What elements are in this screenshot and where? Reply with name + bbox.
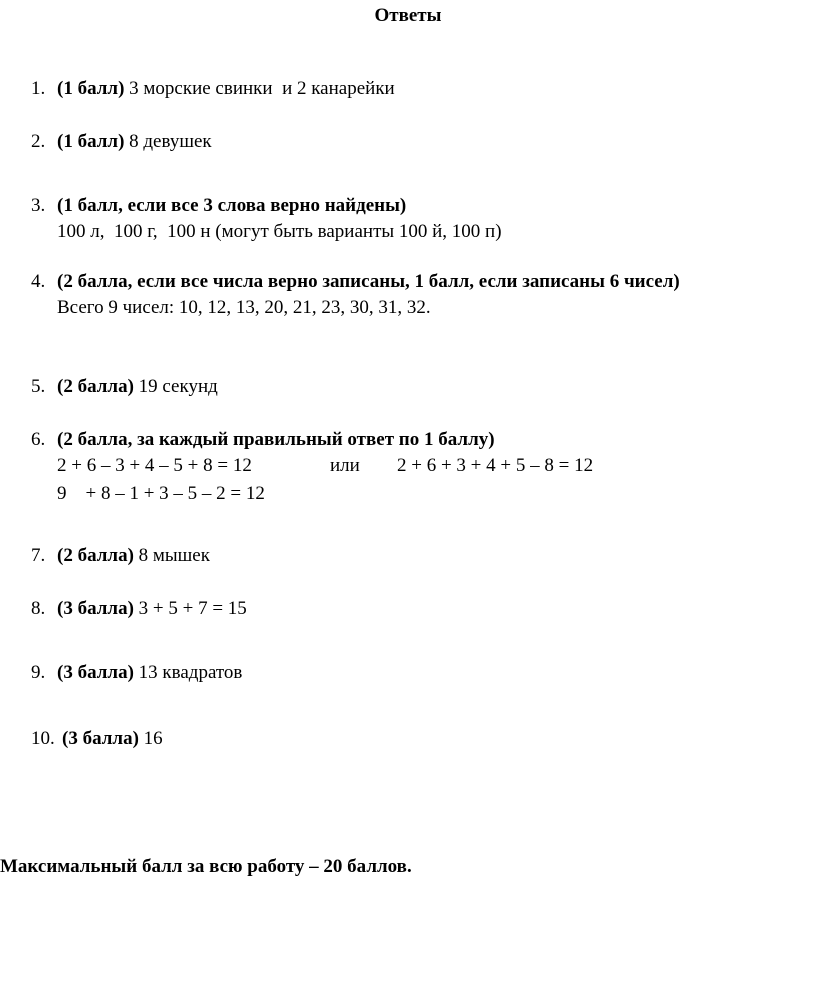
- item-number: 4.: [31, 271, 46, 292]
- item-points: (2 балла): [57, 545, 134, 566]
- item-6-equation-3: 9 + 8 – 1 + 3 – 5 – 2 = 12: [57, 483, 265, 504]
- answer-item-10: [31, 729, 163, 748]
- item-points: (1 балл, если все 3 слова верно найдены): [57, 195, 407, 216]
- item-6-equation-2: 2 + 6 + 3 + 4 + 5 – 8 = 12: [397, 455, 594, 476]
- item-answer: 19 секунд: [133, 376, 218, 397]
- item-number: 9.: [31, 662, 46, 683]
- item-number: 3.: [31, 195, 46, 216]
- item-points: (2 балла, если все числа верно записаны, 1 балл, если записаны 6 чисел): [57, 271, 680, 292]
- item-answer: 8 девушек: [124, 131, 212, 152]
- item-6-equation-1: 2 + 6 – 3 + 4 – 5 + 8 = 12: [57, 455, 252, 476]
- item-points: (1 балл): [57, 78, 125, 99]
- item-number: 8.: [31, 598, 46, 619]
- item-answer: 3 + 5 + 7 = 15: [133, 598, 247, 619]
- item-number: 10.: [31, 728, 55, 749]
- item-answer: 8 мышек: [133, 545, 210, 566]
- item-answer: 16: [138, 728, 163, 749]
- item-number: 2.: [31, 131, 46, 152]
- item-answer: 3 морские свинки и 2 канарейки: [124, 78, 395, 99]
- item-number: 1.: [31, 78, 46, 99]
- item-number: 5.: [31, 376, 46, 397]
- page-title: Ответы: [374, 5, 442, 26]
- item-points: (1 балл): [57, 131, 125, 152]
- item-number: 6.: [31, 429, 46, 450]
- item-points: (2 балла): [57, 376, 134, 397]
- answer-item-5: [31, 377, 218, 396]
- answer-item-2: [31, 132, 212, 151]
- max-score-footer: Максимальный балл за всю работу – 20 баллов.: [0, 856, 412, 877]
- item-3-detail: 100 л, 100 г, 100 н (могут быть варианты 100 й, 100 п): [57, 221, 502, 242]
- answer-item-7: [31, 546, 210, 565]
- item-6-or: или: [330, 455, 360, 476]
- item-number: 7.: [31, 545, 46, 566]
- answer-item-4: [31, 272, 680, 291]
- answer-item-8: [31, 599, 247, 618]
- answer-item-1: [31, 79, 395, 98]
- answer-item-3: [31, 196, 406, 215]
- item-points: (2 балла, за каждый правильный ответ по 1 баллу): [57, 429, 495, 450]
- item-points: (3 балла): [62, 728, 139, 749]
- answer-item-6: [31, 430, 495, 449]
- item-points: (3 балла): [57, 598, 134, 619]
- answer-item-9: [31, 663, 242, 682]
- item-4-detail: Всего 9 чисел: 10, 12, 13, 20, 21, 23, 30, 31, 32.: [57, 297, 431, 318]
- item-answer: 13 квадратов: [133, 662, 243, 683]
- item-points: (3 балла): [57, 662, 134, 683]
